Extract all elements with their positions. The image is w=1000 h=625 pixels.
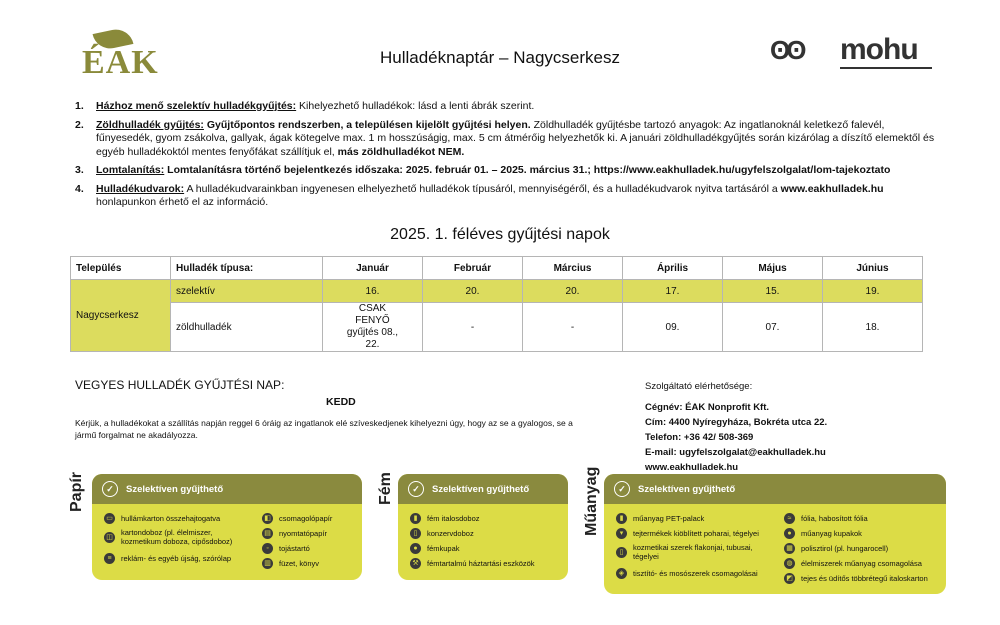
list-item: ▥ füzet, könyv [262, 558, 319, 569]
check-icon: ✓ [614, 481, 630, 497]
provider-address: Cím: 4400 Nyíregyháza, Bokréta utca 22. [645, 417, 828, 428]
schedule-table [70, 256, 923, 352]
can-icon: ▮ [410, 513, 421, 524]
metal-label: Fém [377, 472, 394, 505]
list-item: ◈ tisztító- és mosószerek csomagolásai [616, 568, 758, 579]
mixed-waste-day: KEDD [326, 396, 356, 408]
list-item: ▤ nyomtatópapír [262, 528, 327, 539]
box-icon: ◫ [104, 532, 115, 543]
list-item: ▯ konzervdoboz [410, 528, 474, 539]
info-heading: Zöldhulladék gyűjtés: [96, 118, 204, 131]
provider-phone: Telefon: +36 42/ 508-369 [645, 432, 754, 443]
list-item: ◫ kartondoboz (pl. élelmiszer, kozmetikum doboza, cipősdoboz) [104, 528, 254, 546]
table-cell: 20. [523, 280, 623, 303]
list-item: ⚒ fémtartalmú háztartási eszközök [410, 558, 535, 569]
detergent-icon: ◈ [616, 568, 627, 579]
list-item: ▮ műanyag PET-palack [616, 513, 704, 524]
plastic-card [604, 474, 946, 594]
info-heading: Lomtalanítás: [96, 164, 165, 176]
wrapping-paper-icon: ◧ [262, 513, 273, 524]
table-cell: 20. [423, 280, 523, 303]
table-header: Március [523, 257, 623, 280]
list-item: ≡ reklám- és egyéb újság, szórólap [104, 553, 254, 564]
info-heading: Hulladékudvarok: [96, 182, 185, 195]
table-cell: CSAK FENYŐ gyűjtés 08., 22. [323, 303, 423, 352]
table-header-row [71, 257, 923, 280]
table-cell: 09. [623, 303, 723, 352]
polystyrene-icon: ▦ [784, 543, 795, 554]
table-cell: - [523, 303, 623, 352]
bottle-cap-icon: ● [410, 543, 421, 554]
info-item-selective: 1. Házhoz menő szelektív hulladékgyűjtés: Kihelyezhető hulladékok: lásd a lenti ábrák szerint. [75, 100, 535, 112]
foil-icon: ≈ [784, 513, 795, 524]
semester-title: 2025. 1. féléves gyűjtési napok [390, 226, 610, 243]
plastic-cap-icon: ● [784, 528, 795, 539]
table-cell: 17. [623, 280, 723, 303]
list-item: ≈ fólia, habosított fólia [784, 513, 868, 524]
town-cell: Nagycserkesz [71, 280, 171, 352]
eak-logo-subtitle [88, 82, 148, 87]
cardboard-icon: ▭ [104, 513, 115, 524]
table-cell: 18. [823, 303, 923, 352]
list-item: ◍ élelmiszerek műanyag csomagolása [784, 558, 922, 569]
table-row [71, 303, 923, 352]
table-cell: - [423, 303, 523, 352]
list-item: ▦ polisztirol (pl. hungarocell) [784, 543, 888, 554]
table-header: Település [71, 257, 171, 280]
household-tool-icon: ⚒ [410, 558, 421, 569]
waste-type-cell: zöldhulladék [171, 303, 323, 352]
info-list [75, 100, 935, 215]
food-packaging-icon: ◍ [784, 558, 795, 569]
table-header: Június [823, 257, 923, 280]
list-item: ◧ csomagolópapír [262, 513, 332, 524]
printer-paper-icon: ▤ [262, 528, 273, 539]
table-cell: 15. [723, 280, 823, 303]
provider-website[interactable]: www.eakhulladek.hu [645, 462, 739, 473]
mohu-underline [840, 67, 932, 69]
info-heading: Házhoz menő szelektív hulladékgyűjtés: [96, 100, 297, 112]
check-icon: ✓ [102, 481, 118, 497]
table-row [71, 280, 923, 303]
book-icon: ▥ [262, 558, 273, 569]
yogurt-cup-icon: ▾ [616, 528, 627, 539]
info-item-waste-yards: 4. Hulladékudvarok: A hulladékudvarainkban ingyenesen elhelyezhető hulladékok típusáról, mennyiségéről, és a hulladékudvarok nyitva tartásáról a www.eakhulladek.hu honlapunkon érhető el az információ. [75, 182, 884, 208]
table-cell: 07. [723, 303, 823, 352]
placement-notice: Kérjük, a hulladékokat a szállítás napján reggel 6 óráig az ingatlanok elé szíveskedjenek kihelyezni úgy, hogy az se a gyalogos, se a jármű forgalmat ne akadályozza. [75, 418, 573, 440]
card-header: ✓ Szelektíven gyűjthető [398, 474, 568, 504]
list-item: ● műanyag kupakok [784, 528, 862, 539]
info-item-green-waste: 2. Zöldhulladék gyűjtés: Gyűjtőpontos rendszerben, a településen kijelölt gyűjtési helyen. Zöldhulladék gyűjtésbe tartozó anyagok: Az ingatlanoknál keletkező falevél, fűnyesedék, gyom zsákolva, gallyak, ágak kötegelve max. 1 m hosszúságig, max. 5 cm átmérőig helyezhetők ki. A januári zöldhulladékgyűjtés során kizárólag a díszítő elemektől és egyéb hulladékoktól mentes fenyőfákat szállítjuk el, más zöldhulladékot NEM. [75, 118, 935, 158]
provider-contact [645, 379, 827, 475]
pet-bottle-icon: ▮ [616, 513, 627, 524]
table-header: Január [323, 257, 423, 280]
table-header: Április [623, 257, 723, 280]
list-item: ▯ kozmetikai szerek flakonjai, tubusai, tégelyei [616, 543, 771, 561]
newspaper-icon: ≡ [104, 553, 115, 564]
list-item: ▾ tejtermékek kiöblített poharai, tégelyei [616, 528, 759, 539]
list-item: ● fémkupak [410, 543, 460, 554]
table-cell: 16. [323, 280, 423, 303]
mixed-waste-label: VEGYES HULLADÉK GYŰJTÉSI NAP: [75, 378, 285, 392]
paper-label: Papír [68, 471, 85, 512]
plastic-label: Műanyag [583, 466, 600, 536]
provider-company: Cégnév: ÉAK Nonprofit Kft. [645, 402, 770, 413]
mohu-logo [770, 33, 935, 69]
page-title: Hulladéknaptár – Nagycserkesz [379, 48, 620, 67]
table-header: Május [723, 257, 823, 280]
provider-label: Szolgáltató elérhetősége: [645, 381, 753, 392]
list-item: ◩ tejes és üdítős többrétegű italoskarton [784, 573, 928, 584]
list-item: ◦ tojástartó [262, 543, 310, 554]
egg-carton-icon: ◦ [262, 543, 273, 554]
table-cell: 19. [823, 280, 923, 303]
mohu-logo-text: mohu [840, 33, 918, 66]
table-header: Hulladék típusa: [171, 257, 323, 280]
cosmetic-bottle-icon: ▯ [616, 547, 627, 558]
info-item-bulky-waste: 3. Lomtalanítás: Lomtalanításra történő bejelentkezés időszaka: 2025. február 01. – 2025. március 31.; https://www.eakhulladek.hu/ugyfelszolgalat/lom-tajekoztato [75, 164, 891, 176]
eak-logo-text: ÉAK [82, 44, 159, 81]
check-icon: ✓ [408, 481, 424, 497]
tin-can-icon: ▯ [410, 528, 421, 539]
metal-card [398, 474, 568, 580]
waste-type-cell: szelektív [171, 280, 323, 303]
list-item: ▮ fém italosdoboz [410, 513, 480, 524]
mohu-symbol-icon: ʘʘ [770, 35, 803, 65]
card-header: ✓ Szelektíven gyűjthető [92, 474, 362, 504]
list-item: ▭ hullámkarton összehajtogatva [104, 513, 254, 524]
drink-carton-icon: ◩ [784, 573, 795, 584]
card-header: ✓ Szelektíven gyűjthető [604, 474, 946, 504]
paper-card [92, 474, 362, 580]
provider-email[interactable]: E-mail: ugyfelszolgalat@eakhulladek.hu [645, 447, 826, 458]
table-header: Február [423, 257, 523, 280]
